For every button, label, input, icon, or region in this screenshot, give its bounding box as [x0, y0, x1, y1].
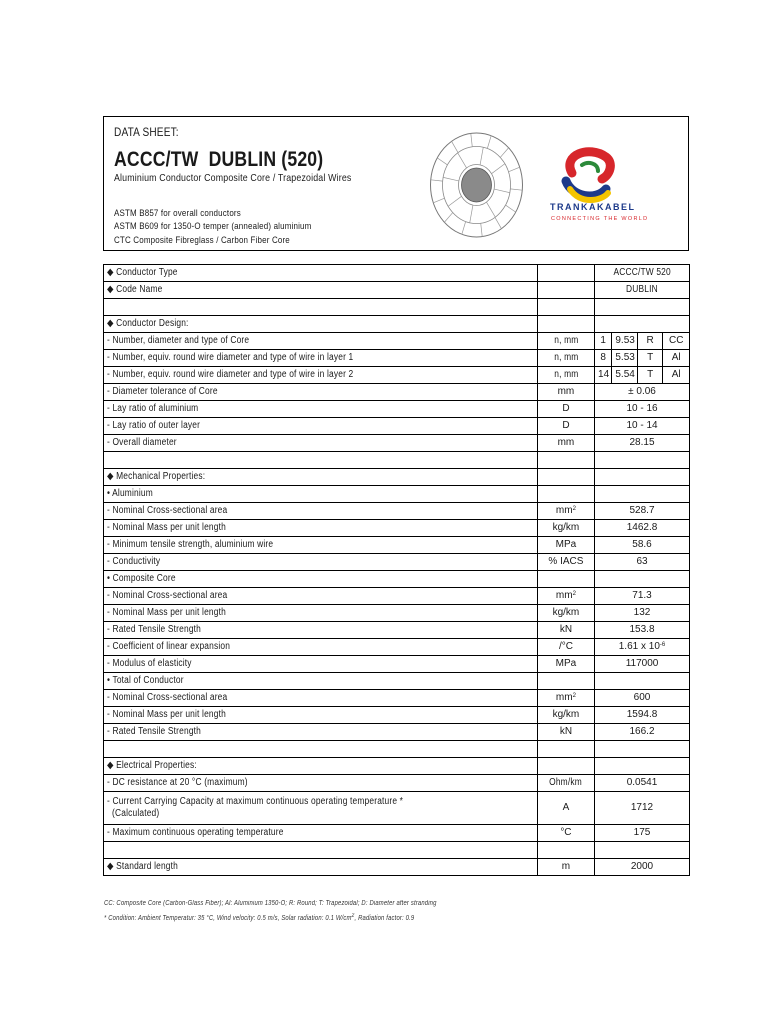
data-sheet-label: DATA SHEET:: [114, 125, 179, 139]
table-row: - Nominal Mass per unit length kg/km 132: [104, 605, 690, 622]
table-row: - Nominal Mass per unit length kg/km 1462.8: [104, 520, 690, 537]
standard-line-2: ASTM B609 for 1350-O temper (annealed) aluminium: [114, 221, 312, 232]
table-row: - Rated Tensile Strength kN 166.2: [104, 724, 690, 741]
spec-table: [103, 264, 690, 876]
table-row: - DC resistance at 20 °C (maximum) Ohm/km 0.0541: [104, 775, 690, 792]
table-row: - Rated Tensile Strength kN 153.8: [104, 622, 690, 639]
footnote-legend: CC: Composite Core (Carbon-Glass Fiber); Al: Aluminium 1350-O; R: Round; T: Trapezoidal; D: Diameter after stranding: [104, 900, 437, 907]
table-row-subheading: • Total of Conductor: [104, 673, 690, 690]
table-row: - Modulus of elasticity MPa 117000: [104, 656, 690, 673]
table-row-subheading: • Composite Core: [104, 571, 690, 588]
table-row: - Current Carrying Capacity at maximum continuous operating temperature * (Calculated) A 1712: [104, 792, 690, 825]
table-row-subheading: • Aluminium: [104, 486, 690, 503]
table-row: - Lay ratio of aluminium D 10 - 16: [104, 401, 690, 418]
table-row: - Coefficient of linear expansion /°C 1.61 x $10^{-6}$: [104, 639, 690, 656]
table-row: ◆ Code Name DUBLIN: [104, 282, 690, 299]
table-row: - Lay ratio of outer layer D 10 - 14: [104, 418, 690, 435]
table-row-heading: ◆ Conductor Design:: [104, 316, 690, 333]
table-row: - Nominal Cross-sectional area $mm^2$ 600: [104, 690, 690, 707]
table-row: ◆ Standard length m 2000: [104, 859, 690, 876]
logo-tagline: CONNECTING THE WORLD: [551, 216, 649, 222]
table-row-spacer: [104, 299, 690, 316]
table-row: - Diameter tolerance of Core mm ± 0.06: [104, 384, 690, 401]
table-row-heading: ◆ Mechanical Properties:: [104, 469, 690, 486]
table-row: - Nominal Mass per unit length kg/km 1594.8: [104, 707, 690, 724]
logo-name: TRANKAKABEL: [550, 202, 636, 212]
subtitle: Aluminium Conductor Composite Core / Trapezoidal Wires: [114, 172, 352, 184]
table-row-spacer: [104, 842, 690, 859]
table-row: ◆ Conductor Type ACCC/TW 520: [104, 265, 690, 282]
table-row: - Number, diameter and type of Core n, mm 1 9.53 R CC: [104, 333, 690, 350]
header-box: [103, 116, 689, 251]
table-row-heading: ◆ Electrical Properties:: [104, 758, 690, 775]
table-row: - Number, equiv. round wire diameter and type of wire in layer 1 n, mm 8 5.53 T Al: [104, 350, 690, 367]
conductor-cross-section-icon: [429, 132, 524, 238]
standard-line-1: ASTM B857 for overall conductors: [114, 208, 241, 219]
table-row: - Minimum tensile strength, aluminium wire MPa 58.6: [104, 537, 690, 554]
table-row: - Conductivity % IACS 63: [104, 554, 690, 571]
standard-line-3: CTC Composite Fibreglass / Carbon Fiber Core: [114, 235, 290, 246]
table-row: - Maximum continuous operating temperature °C 175: [104, 825, 690, 842]
table-row-spacer: [104, 452, 690, 469]
table-row: - Number, equiv. round wire diameter and type of wire in layer 2 n, mm 14 5.54 T Al: [104, 367, 690, 384]
page-title: ACCC/TW DUBLIN (520): [114, 148, 324, 171]
footnote-conditions: * Condition: Ambient Temperatur: 35 °C, Wind velocity: 0.5 m/s, Solar radiation: 0.1 W/cm2, Radiation factor: 0.9: [104, 913, 415, 922]
table-row: - Nominal Cross-sectional area $mm^2$ 71.3: [104, 588, 690, 605]
table-row-spacer: [104, 741, 690, 758]
table-row: - Overall diameter mm 28.15: [104, 435, 690, 452]
table-row: - Nominal Cross-sectional area $mm^2$ 528.7: [104, 503, 690, 520]
